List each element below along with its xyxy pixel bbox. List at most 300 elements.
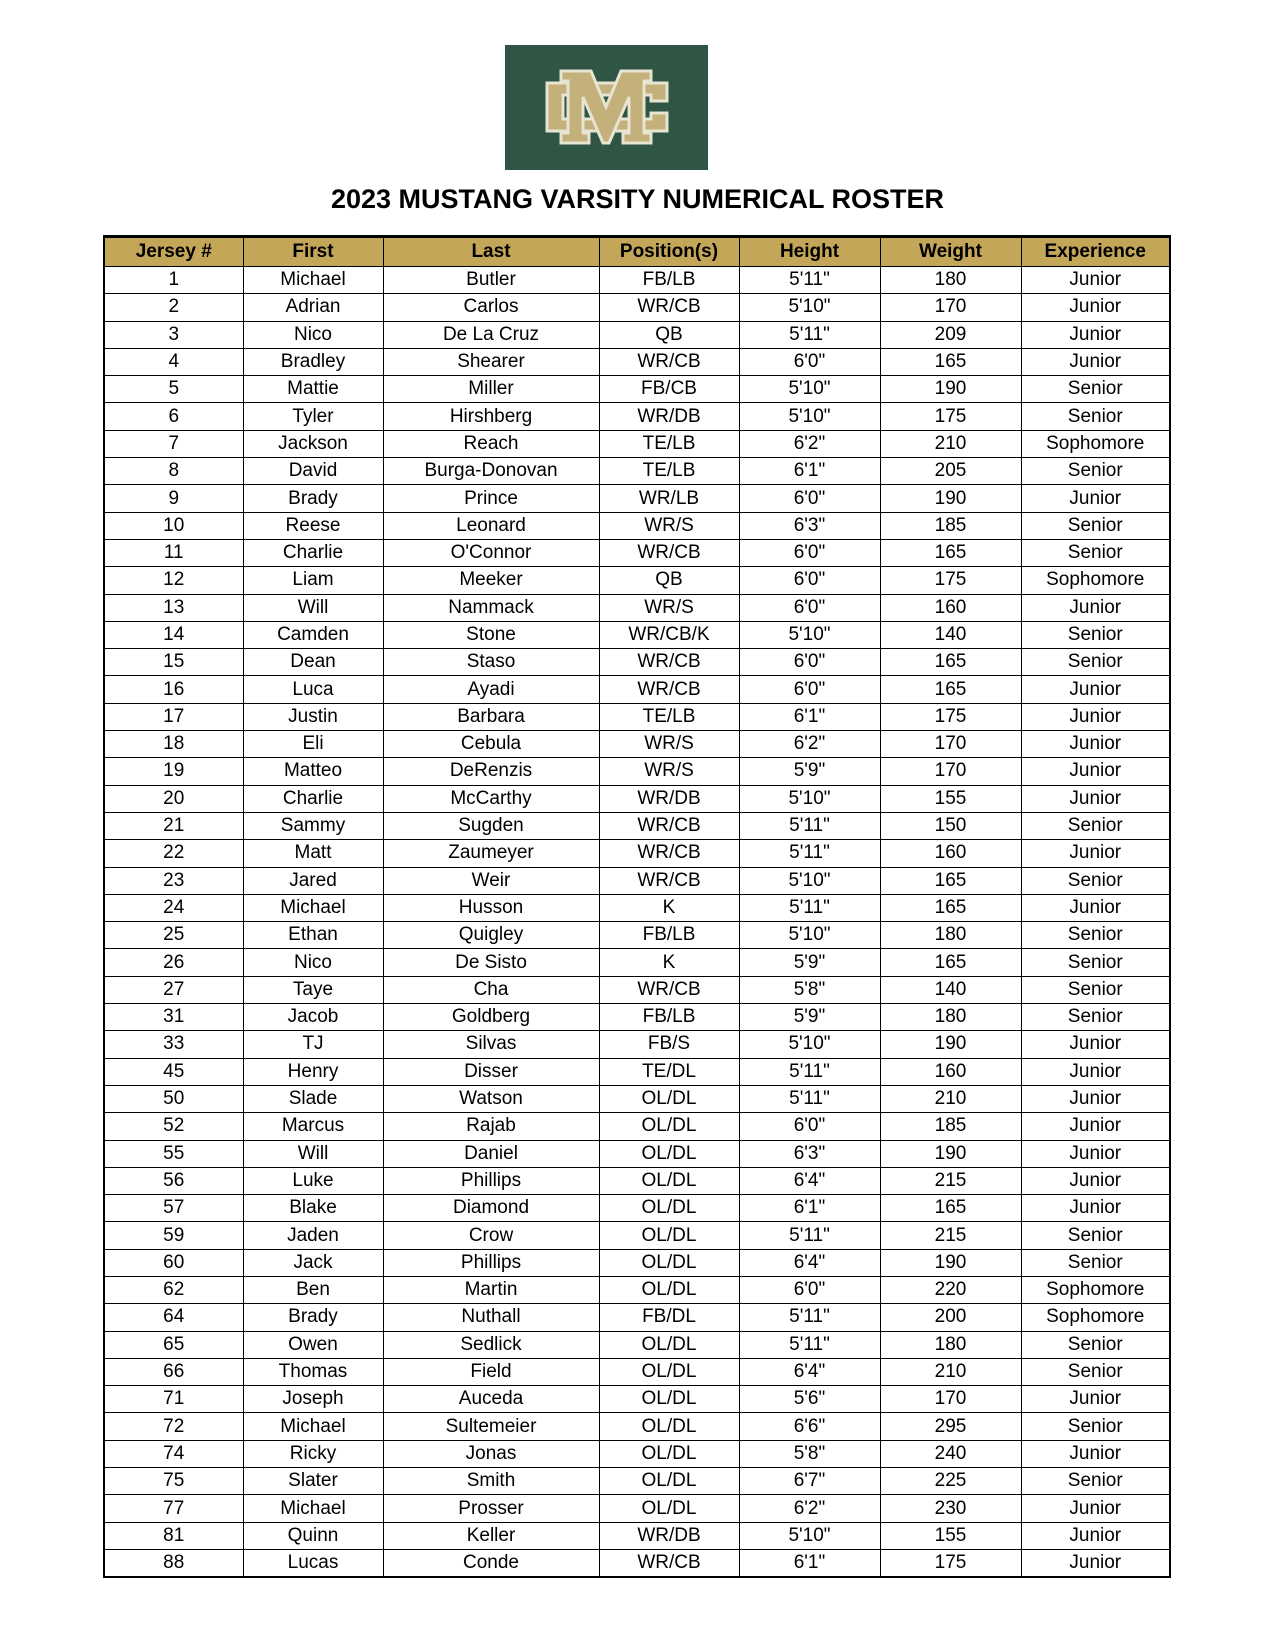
- height: 5'11": [739, 321, 880, 348]
- table-row: [104, 731, 1170, 758]
- table-row: [104, 512, 1170, 539]
- first-name: Matt: [243, 840, 383, 867]
- first-name: Nico: [243, 949, 383, 976]
- table-row: [104, 1358, 1170, 1385]
- experience: Junior: [1021, 485, 1170, 512]
- experience: Sophomore: [1021, 430, 1170, 457]
- jersey-number: 4: [104, 348, 243, 375]
- weight: 165: [880, 894, 1021, 921]
- experience: Senior: [1021, 1249, 1170, 1276]
- experience: Junior: [1021, 758, 1170, 785]
- first-name: Ricky: [243, 1440, 383, 1467]
- jersey-number: 20: [104, 785, 243, 812]
- positions: WR/CB: [599, 539, 739, 566]
- table-row: [104, 676, 1170, 703]
- height: 5'11": [739, 812, 880, 839]
- jersey-number: 8: [104, 458, 243, 485]
- positions: TE/LB: [599, 458, 739, 485]
- first-name: Charlie: [243, 785, 383, 812]
- table-row: [104, 348, 1170, 375]
- table-row: [104, 430, 1170, 457]
- first-name: Michael: [243, 1413, 383, 1440]
- height: 6'0": [739, 539, 880, 566]
- last-name: Smith: [383, 1468, 599, 1495]
- positions: WR/S: [599, 758, 739, 785]
- jersey-number: 64: [104, 1304, 243, 1331]
- experience: Senior: [1021, 1331, 1170, 1358]
- jersey-number: 9: [104, 485, 243, 512]
- table-row: [104, 1249, 1170, 1276]
- jersey-number: 81: [104, 1522, 243, 1549]
- weight: 190: [880, 485, 1021, 512]
- experience: Junior: [1021, 785, 1170, 812]
- first-name: Adrian: [243, 294, 383, 321]
- positions: WR/CB: [599, 1549, 739, 1577]
- positions: OL/DL: [599, 1222, 739, 1249]
- table-row: [104, 1195, 1170, 1222]
- first-name: Henry: [243, 1058, 383, 1085]
- table-row: [104, 785, 1170, 812]
- experience: Junior: [1021, 1549, 1170, 1577]
- last-name: De Sisto: [383, 949, 599, 976]
- positions: OL/DL: [599, 1249, 739, 1276]
- experience: Junior: [1021, 676, 1170, 703]
- height: 6'0": [739, 649, 880, 676]
- experience: Junior: [1021, 840, 1170, 867]
- table-row: [104, 1495, 1170, 1522]
- first-name: Luke: [243, 1167, 383, 1194]
- last-name: Shearer: [383, 348, 599, 375]
- jersey-number: 24: [104, 894, 243, 921]
- table-row: [104, 1031, 1170, 1058]
- jersey-number: 57: [104, 1195, 243, 1222]
- experience: Junior: [1021, 894, 1170, 921]
- positions: FB/S: [599, 1031, 739, 1058]
- experience: Junior: [1021, 1522, 1170, 1549]
- last-name: Sugden: [383, 812, 599, 839]
- experience: Senior: [1021, 512, 1170, 539]
- jersey-number: 10: [104, 512, 243, 539]
- last-name: O'Connor: [383, 539, 599, 566]
- weight: 180: [880, 267, 1021, 294]
- weight: 210: [880, 1085, 1021, 1112]
- jersey-number: 75: [104, 1468, 243, 1495]
- table-row: [104, 1549, 1170, 1577]
- table-row: [104, 294, 1170, 321]
- experience: Senior: [1021, 1004, 1170, 1031]
- height: 5'8": [739, 1440, 880, 1467]
- weight: 190: [880, 1031, 1021, 1058]
- weight: 165: [880, 348, 1021, 375]
- height: 5'11": [739, 1085, 880, 1112]
- first-name: Matteo: [243, 758, 383, 785]
- experience: Junior: [1021, 1167, 1170, 1194]
- height: 5'10": [739, 403, 880, 430]
- first-name: Mattie: [243, 376, 383, 403]
- jersey-number: 50: [104, 1085, 243, 1112]
- weight: 160: [880, 594, 1021, 621]
- table-row: [104, 485, 1170, 512]
- weight: 165: [880, 539, 1021, 566]
- table-row: [104, 376, 1170, 403]
- first-name: Will: [243, 594, 383, 621]
- experience: Junior: [1021, 1495, 1170, 1522]
- height: 6'6": [739, 1413, 880, 1440]
- last-name: Nuthall: [383, 1304, 599, 1331]
- table-header-row: [104, 237, 1170, 267]
- last-name: Quigley: [383, 922, 599, 949]
- first-name: Jaden: [243, 1222, 383, 1249]
- height: 6'2": [739, 1495, 880, 1522]
- height: 6'0": [739, 594, 880, 621]
- jersey-number: 33: [104, 1031, 243, 1058]
- last-name: Jonas: [383, 1440, 599, 1467]
- first-name: Michael: [243, 894, 383, 921]
- jersey-number: 7: [104, 430, 243, 457]
- table-row: [104, 1413, 1170, 1440]
- experience: Sophomore: [1021, 567, 1170, 594]
- table-row: [104, 621, 1170, 648]
- positions: FB/LB: [599, 922, 739, 949]
- positions: OL/DL: [599, 1113, 739, 1140]
- jersey-number: 65: [104, 1331, 243, 1358]
- height: 5'10": [739, 922, 880, 949]
- table-row: [104, 840, 1170, 867]
- experience: Sophomore: [1021, 1276, 1170, 1303]
- experience: Senior: [1021, 376, 1170, 403]
- first-name: Tyler: [243, 403, 383, 430]
- experience: Junior: [1021, 594, 1170, 621]
- experience: Senior: [1021, 1222, 1170, 1249]
- first-name: Lucas: [243, 1549, 383, 1577]
- height: 6'2": [739, 430, 880, 457]
- jersey-number: 56: [104, 1167, 243, 1194]
- weight: 140: [880, 621, 1021, 648]
- table-row: [104, 267, 1170, 294]
- jersey-number: 25: [104, 922, 243, 949]
- positions: FB/DL: [599, 1304, 739, 1331]
- jersey-number: 60: [104, 1249, 243, 1276]
- positions: WR/DB: [599, 1522, 739, 1549]
- jersey-number: 59: [104, 1222, 243, 1249]
- experience: Junior: [1021, 1058, 1170, 1085]
- last-name: Watson: [383, 1085, 599, 1112]
- first-name: Slater: [243, 1468, 383, 1495]
- experience: Senior: [1021, 458, 1170, 485]
- table-row: [104, 922, 1170, 949]
- last-name: Disser: [383, 1058, 599, 1085]
- last-name: Miller: [383, 376, 599, 403]
- height: 6'1": [739, 1195, 880, 1222]
- jersey-number: 17: [104, 703, 243, 730]
- last-name: Leonard: [383, 512, 599, 539]
- weight: 190: [880, 1249, 1021, 1276]
- last-name: Crow: [383, 1222, 599, 1249]
- experience: Junior: [1021, 1031, 1170, 1058]
- experience: Junior: [1021, 703, 1170, 730]
- jersey-number: 22: [104, 840, 243, 867]
- table-row: [104, 949, 1170, 976]
- first-name: Thomas: [243, 1358, 383, 1385]
- weight: 160: [880, 1058, 1021, 1085]
- weight: 230: [880, 1495, 1021, 1522]
- height: 6'4": [739, 1167, 880, 1194]
- header-height: Height: [739, 237, 880, 267]
- first-name: Camden: [243, 621, 383, 648]
- table-row: [104, 649, 1170, 676]
- experience: Senior: [1021, 867, 1170, 894]
- first-name: Joseph: [243, 1386, 383, 1413]
- experience: Junior: [1021, 348, 1170, 375]
- positions: WR/CB: [599, 676, 739, 703]
- jersey-number: 18: [104, 731, 243, 758]
- experience: Junior: [1021, 1386, 1170, 1413]
- last-name: Staso: [383, 649, 599, 676]
- positions: WR/S: [599, 594, 739, 621]
- weight: 225: [880, 1468, 1021, 1495]
- positions: WR/CB: [599, 348, 739, 375]
- positions: TE/LB: [599, 430, 739, 457]
- roster-table: [103, 235, 1171, 1578]
- positions: K: [599, 894, 739, 921]
- height: 5'11": [739, 840, 880, 867]
- positions: OL/DL: [599, 1358, 739, 1385]
- weight: 175: [880, 1549, 1021, 1577]
- weight: 190: [880, 376, 1021, 403]
- last-name: DeRenzis: [383, 758, 599, 785]
- height: 6'1": [739, 458, 880, 485]
- jersey-number: 14: [104, 621, 243, 648]
- table-row: [104, 1058, 1170, 1085]
- positions: QB: [599, 321, 739, 348]
- table-row: [104, 976, 1170, 1003]
- jersey-number: 52: [104, 1113, 243, 1140]
- positions: WR/CB: [599, 812, 739, 839]
- roster-body: [104, 267, 1170, 1578]
- height: 5'10": [739, 376, 880, 403]
- height: 5'10": [739, 1522, 880, 1549]
- positions: FB/LB: [599, 267, 739, 294]
- header-first: First: [243, 237, 383, 267]
- last-name: Cebula: [383, 731, 599, 758]
- table-row: [104, 1167, 1170, 1194]
- weight: 200: [880, 1304, 1021, 1331]
- table-row: [104, 458, 1170, 485]
- first-name: Jacob: [243, 1004, 383, 1031]
- positions: WR/CB: [599, 294, 739, 321]
- positions: OL/DL: [599, 1276, 739, 1303]
- weight: 175: [880, 567, 1021, 594]
- experience: Sophomore: [1021, 1304, 1170, 1331]
- height: 5'9": [739, 1004, 880, 1031]
- weight: 165: [880, 949, 1021, 976]
- first-name: Will: [243, 1140, 383, 1167]
- weight: 240: [880, 1440, 1021, 1467]
- weight: 185: [880, 1113, 1021, 1140]
- positions: OL/DL: [599, 1413, 739, 1440]
- jersey-number: 55: [104, 1140, 243, 1167]
- first-name: Nico: [243, 321, 383, 348]
- weight: 165: [880, 1195, 1021, 1222]
- first-name: Eli: [243, 731, 383, 758]
- last-name: Zaumeyer: [383, 840, 599, 867]
- weight: 165: [880, 867, 1021, 894]
- first-name: Bradley: [243, 348, 383, 375]
- last-name: Conde: [383, 1549, 599, 1577]
- table-row: [104, 1085, 1170, 1112]
- positions: OL/DL: [599, 1386, 739, 1413]
- height: 5'11": [739, 1058, 880, 1085]
- header-positions: Position(s): [599, 237, 739, 267]
- weight: 150: [880, 812, 1021, 839]
- height: 6'4": [739, 1249, 880, 1276]
- positions: WR/S: [599, 731, 739, 758]
- experience: Junior: [1021, 1440, 1170, 1467]
- weight: 175: [880, 703, 1021, 730]
- height: 5'10": [739, 785, 880, 812]
- positions: WR/DB: [599, 403, 739, 430]
- height: 5'10": [739, 867, 880, 894]
- table-row: [104, 1140, 1170, 1167]
- experience: Senior: [1021, 1413, 1170, 1440]
- page-title: 2023 MUSTANG VARSITY NUMERICAL ROSTER: [330, 184, 945, 214]
- height: 6'0": [739, 485, 880, 512]
- table-row: [104, 812, 1170, 839]
- table-row: [104, 1468, 1170, 1495]
- experience: Junior: [1021, 1113, 1170, 1140]
- table-row: [104, 867, 1170, 894]
- jersey-number: 11: [104, 539, 243, 566]
- experience: Junior: [1021, 1195, 1170, 1222]
- height: 6'0": [739, 1113, 880, 1140]
- last-name: Nammack: [383, 594, 599, 621]
- positions: OL/DL: [599, 1195, 739, 1222]
- positions: WR/CB: [599, 840, 739, 867]
- weight: 175: [880, 403, 1021, 430]
- last-name: Silvas: [383, 1031, 599, 1058]
- first-name: Michael: [243, 1495, 383, 1522]
- table-row: [104, 567, 1170, 594]
- table-row: [104, 703, 1170, 730]
- height: 6'1": [739, 1549, 880, 1577]
- jersey-number: 26: [104, 949, 243, 976]
- weight: 170: [880, 758, 1021, 785]
- first-name: Jared: [243, 867, 383, 894]
- last-name: De La Cruz: [383, 321, 599, 348]
- experience: Senior: [1021, 403, 1170, 430]
- first-name: Reese: [243, 512, 383, 539]
- last-name: Rajab: [383, 1113, 599, 1140]
- height: 6'3": [739, 1140, 880, 1167]
- height: 5'10": [739, 294, 880, 321]
- last-name: Keller: [383, 1522, 599, 1549]
- first-name: Charlie: [243, 539, 383, 566]
- height: 6'7": [739, 1468, 880, 1495]
- table-row: [104, 1386, 1170, 1413]
- last-name: Carlos: [383, 294, 599, 321]
- weight: 210: [880, 430, 1021, 457]
- last-name: Burga-Donovan: [383, 458, 599, 485]
- jersey-number: 21: [104, 812, 243, 839]
- positions: OL/DL: [599, 1440, 739, 1467]
- last-name: Prince: [383, 485, 599, 512]
- height: 5'9": [739, 758, 880, 785]
- first-name: Brady: [243, 1304, 383, 1331]
- first-name: Quinn: [243, 1522, 383, 1549]
- last-name: Butler: [383, 267, 599, 294]
- positions: WR/CB: [599, 867, 739, 894]
- last-name: McCarthy: [383, 785, 599, 812]
- positions: FB/CB: [599, 376, 739, 403]
- height: 5'11": [739, 1222, 880, 1249]
- positions: OL/DL: [599, 1331, 739, 1358]
- positions: OL/DL: [599, 1085, 739, 1112]
- last-name: Field: [383, 1358, 599, 1385]
- positions: FB/LB: [599, 1004, 739, 1031]
- experience: Senior: [1021, 539, 1170, 566]
- jersey-number: 31: [104, 1004, 243, 1031]
- height: 5'11": [739, 1304, 880, 1331]
- jersey-number: 45: [104, 1058, 243, 1085]
- experience: Senior: [1021, 1358, 1170, 1385]
- experience: Senior: [1021, 949, 1170, 976]
- table-row: [104, 758, 1170, 785]
- height: 6'1": [739, 703, 880, 730]
- height: 6'4": [739, 1358, 880, 1385]
- weight: 140: [880, 976, 1021, 1003]
- first-name: Justin: [243, 703, 383, 730]
- table-row: [104, 1331, 1170, 1358]
- first-name: Brady: [243, 485, 383, 512]
- height: 6'0": [739, 567, 880, 594]
- weight: 180: [880, 1331, 1021, 1358]
- positions: OL/DL: [599, 1140, 739, 1167]
- table-row: [104, 1440, 1170, 1467]
- jersey-number: 15: [104, 649, 243, 676]
- height: 5'6": [739, 1386, 880, 1413]
- jersey-number: 72: [104, 1413, 243, 1440]
- table-row: [104, 403, 1170, 430]
- last-name: Sedlick: [383, 1331, 599, 1358]
- table-row: [104, 1522, 1170, 1549]
- last-name: Meeker: [383, 567, 599, 594]
- last-name: Stone: [383, 621, 599, 648]
- weight: 165: [880, 649, 1021, 676]
- positions: OL/DL: [599, 1495, 739, 1522]
- table-row: [104, 594, 1170, 621]
- positions: WR/CB: [599, 649, 739, 676]
- first-name: Taye: [243, 976, 383, 1003]
- weight: 215: [880, 1222, 1021, 1249]
- jersey-number: 66: [104, 1358, 243, 1385]
- first-name: TJ: [243, 1031, 383, 1058]
- weight: 170: [880, 1386, 1021, 1413]
- table-row: [104, 1004, 1170, 1031]
- positions: WR/CB/K: [599, 621, 739, 648]
- last-name: Barbara: [383, 703, 599, 730]
- positions: WR/S: [599, 512, 739, 539]
- jersey-number: 13: [104, 594, 243, 621]
- jersey-number: 6: [104, 403, 243, 430]
- experience: Senior: [1021, 976, 1170, 1003]
- positions: WR/DB: [599, 785, 739, 812]
- header-experience: Experience: [1021, 237, 1170, 267]
- table-row: [104, 1304, 1170, 1331]
- school-logo: [505, 45, 708, 170]
- experience: Junior: [1021, 731, 1170, 758]
- table-row: [104, 1222, 1170, 1249]
- jersey-number: 19: [104, 758, 243, 785]
